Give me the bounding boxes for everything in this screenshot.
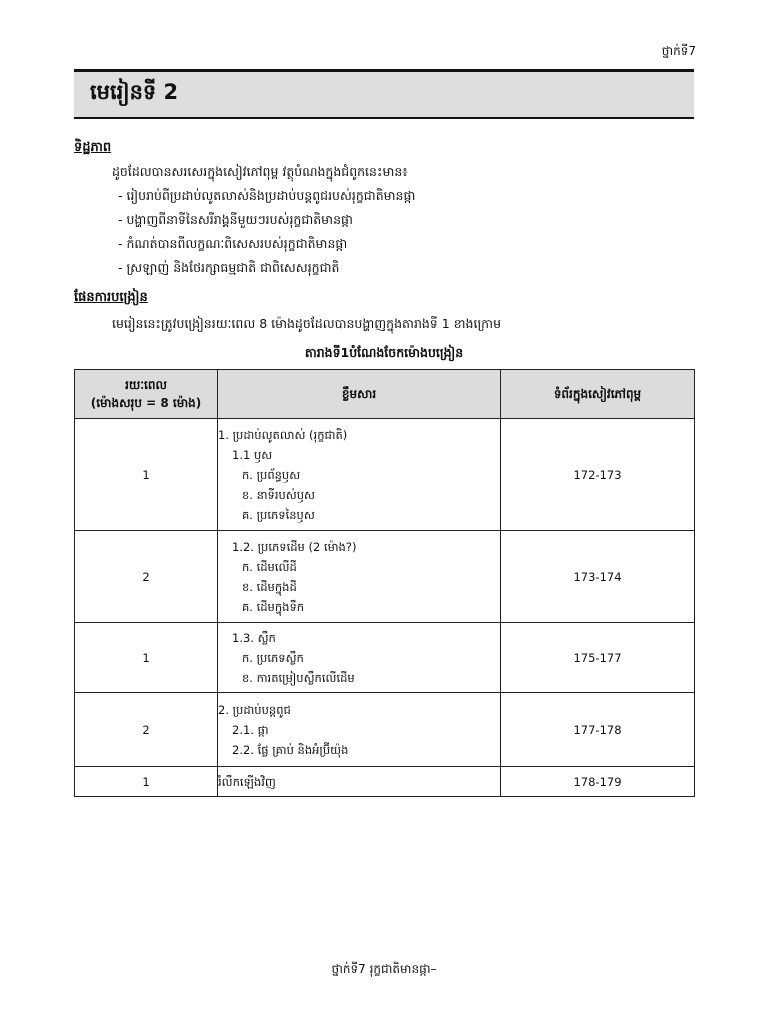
plan-intro: មេរៀននេះត្រូវបង្រៀនរយៈពេល 8 ម៉ោងដូចដែលបានបង្ហាញក្នុងតារាងទី 1 ខាងក្រោម [112, 316, 502, 331]
content-line: 1.1 ឫស [232, 447, 273, 462]
row-hours: 2 [75, 531, 218, 623]
content-column-header: ខ្លឹមសារ [218, 370, 501, 419]
content-line: គ. ដើមក្នុងទឹក [242, 599, 305, 614]
row-content [218, 693, 501, 767]
schedule-table-body [75, 419, 695, 797]
row-pages: 177-178 [501, 693, 695, 767]
content-line: 1.3. ស្លឹក [232, 630, 276, 645]
row-content [218, 531, 501, 623]
objectives-list [118, 186, 415, 282]
content-line: ខ. នាទីរបស់ឫស [242, 487, 316, 502]
content-line: ខ. ដើមក្នុងដី [242, 579, 297, 594]
lesson-title: មេរៀនទី 2 [90, 80, 179, 104]
objective-item: - បង្ហាញពីនាទីនៃសរីរាង្គនីមួយៗរបស់រុក្ខជាតិមានផ្កា [118, 212, 353, 227]
plan-heading: ផែនការបង្រៀន [74, 290, 148, 305]
page-footer: ថ្នាក់ទី7 រុក្ខជាតិមានផ្កា– [331, 962, 437, 976]
content-line: ខ. ការតម្រៀបស្លឹកលើដើម [242, 670, 355, 685]
content-line: 1. ប្រដាប់លូតលាស់ (រុក្ខជាតិ) [218, 427, 348, 442]
objective-item: - កំណត់បានពីលក្ខណៈពិសេសរបស់រុក្ខជាតិមានផ្កា [118, 236, 348, 251]
objectives-intro: ដូចដែលបានសរសេរក្នុងសៀវភៅពុម្ព វត្ថុបំណងក្នុងជំពូកនេះមាន៖ [112, 164, 408, 179]
objective-item: - រៀបរាប់ពីប្រដាប់លូតលាស់និងប្រដាប់បន្តពូជរបស់រុក្ខជាតិមានផ្កា [118, 188, 416, 203]
row-pages: 175-177 [501, 623, 695, 693]
objectives-heading: ទិដ្ឋភាព [74, 140, 112, 155]
row-hours: 1 [75, 767, 218, 797]
content-line: គ. ប្រភេទនៃឫស [242, 507, 315, 522]
content-line: ក. ដើមលើដី [242, 559, 297, 574]
row-hours: 1 [75, 623, 218, 693]
duration-header-label: រយៈពេល [125, 378, 167, 392]
row-hours: 2 [75, 693, 218, 767]
row-content [218, 623, 501, 693]
content-line: 1.2. ប្រភេទដើម (2 ម៉ោង?) [232, 539, 357, 554]
table-row [75, 693, 695, 767]
duration-header-total: (ម៉ោងសរុប = 8 ម៉ោង) [90, 396, 202, 410]
duration-column-header [75, 370, 218, 419]
table-row [75, 767, 695, 797]
content-line: 2.1. ផ្កា [232, 722, 269, 737]
table-row [75, 419, 695, 531]
content-line: 2. ប្រដាប់បន្តពូជ [218, 702, 291, 717]
table-row [75, 531, 695, 623]
grade-label: ថ្នាក់ទី7 [661, 44, 696, 58]
row-pages: 173-174 [501, 531, 695, 623]
row-pages: 172-173 [501, 419, 695, 531]
table-row [75, 623, 695, 693]
row-content [218, 767, 501, 797]
table-header-row [75, 370, 695, 419]
content-line: ក. ប្រភេទស្លឹក [242, 650, 304, 665]
lesson-title-banner [74, 69, 694, 119]
row-content [218, 419, 501, 531]
objective-item: - ស្រឡាញ់ និងថែរក្សាធម្មជាតិ ជាពិសេសរុក្ខជាតិ [118, 260, 340, 275]
table-title: តារាងទី1បំណែងចែកម៉ោងបង្រៀន [304, 345, 464, 360]
content-line: រំលឹកឡើងវិញ [218, 774, 276, 789]
pages-column-header: ទំព័រក្នុងសៀវភៅពុម្ព [501, 370, 695, 419]
content-line: ក. ប្រព័ន្ធឫស [242, 467, 301, 482]
row-pages: 178-179 [501, 767, 695, 797]
schedule-table [74, 369, 695, 797]
content-line: 2.2. ផ្លែ គ្រាប់ និងអំប្រ៊ីយ៉ុង [232, 742, 349, 757]
row-hours: 1 [75, 419, 218, 531]
